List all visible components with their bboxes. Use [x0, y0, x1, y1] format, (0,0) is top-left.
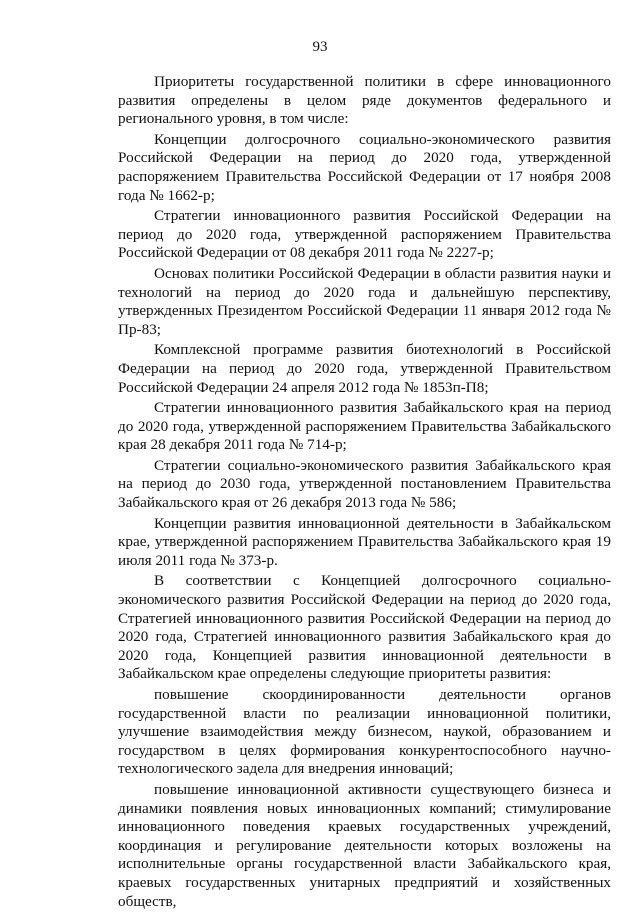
- paragraph-biotech-program: Комплексной программе развития биотехнологий в Российской Федерации на период до 2020 года, утвержденной Правительством Российской Федерации 24 апреля 2012 года № 1853п-П8;: [118, 341, 611, 396]
- paragraph-priority-activity: повышение инновационной активности существующего бизнеса и динамики появления новых инновационных компаний; стимулирование инновационного поведения краевых государственных учреждений, координация и регулирование деятельности которых возложены на исполнительные органы государственной власти Забайкальского края, краевых государственных унитарных предприятий и хозяйственных обществ,: [118, 780, 611, 910]
- page-number: 93: [312, 39, 328, 55]
- paragraph-concept-2020: Концепции долгосрочного социально-экономического развития Российской Федерации на период до 2020 года, утвержденной распоряжением Правительства Российской Федерации от 17 ноября 2008 года № 1662-р;: [118, 130, 611, 204]
- paragraph-innovation-concept: Концепции развития инновационной деятельности в Забайкальском крае, утвержденной распоряжением Правительства Забайкальского края 19 июля 2011 года № 373-р.: [118, 514, 611, 569]
- paragraph-science-policy: Основах политики Российской Федерации в области развития науки и технологий на период до 2020 года и дальнейшую перспективу, утвержденных Президентом Российской Федерации 11 января 2012 года № Пр-83;: [118, 264, 611, 338]
- paragraph-strategy-zabaikalsky: Стратегии инновационного развития Забайкальского края на период до 2020 года, утвержденной распоряжением Правительства Забайкальского края 28 декабря 2011 года № 714-р;: [118, 399, 611, 454]
- document-body: [118, 73, 611, 913]
- paragraph-socioeconomic-strategy: Стратегии социально-экономического развития Забайкальского края на период до 2030 года, утвержденной постановлением Правительства Забайкальского края от 26 декабря 2013 года № 586;: [118, 456, 611, 512]
- paragraph-priority-coordination: повышение скоординированности деятельности органов государственной власти по реализации инновационной политики, улучшение взаимодействия между бизнесом, наукой, образованием и государством в целях формирования конкурентоспособного научно-технологического задела для внедрения инноваций;: [118, 686, 611, 778]
- paragraph-strategy-rf: Стратегии инновационного развития Российской Федерации на период до 2020 года, утвержденной распоряжением Правительства Российской Федерации от 08 декабря 2011 года № 2227-р;: [118, 207, 611, 262]
- paragraph-intro: Приоритеты государственной политики в сфере инновационного развития определены в целом ряде документов федерального и регионального уровня, в том числе:: [118, 73, 611, 128]
- paragraph-priorities-intro: В соответствии с Концепцией долгосрочного социально-экономического развития Российской Федерации на период до 2020 года, Стратегией инновационного развития Российской Федерации на период до 2020 года, Стратегией инновационного развития Забайкальского края до 2020 года, Концепцией развития инновационной деятельности в Забайкальском крае определены следующие приоритеты развития:: [118, 572, 611, 683]
